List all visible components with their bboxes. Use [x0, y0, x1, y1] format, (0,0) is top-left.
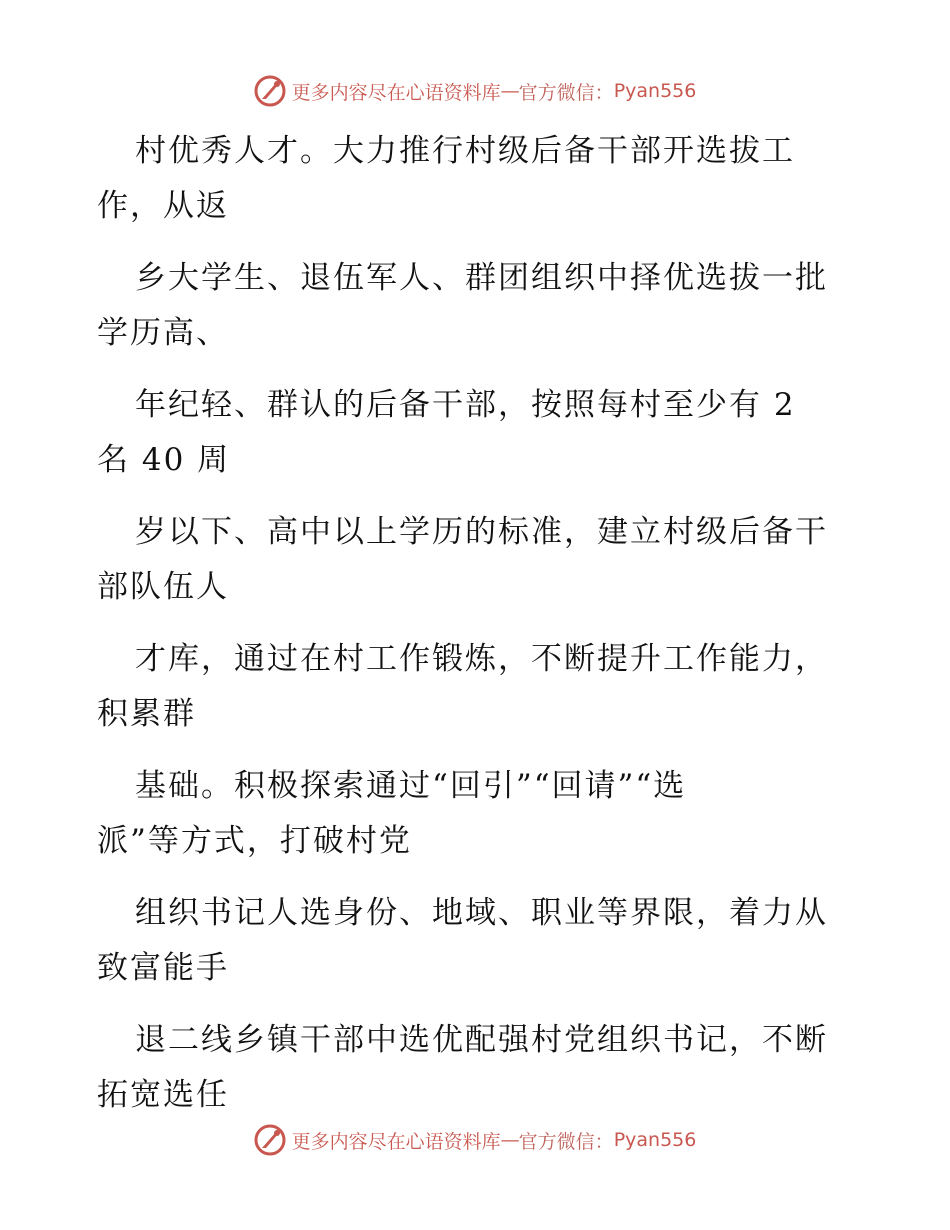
watermark-brand: 更多内容尽在心语资料库: [291, 1130, 501, 1153]
paragraph-first-line: 岁以下、高中以上学历的标准，建立村级后备干: [135, 514, 828, 550]
watermark-separator: —: [500, 1129, 519, 1151]
watermark-wechat-label: 官方微信：: [518, 1130, 614, 1153]
paragraph-first-line: 才库，通过在村工作锻炼，不断提升工作能力，: [135, 641, 828, 677]
paragraph: [97, 1013, 857, 1123]
paragraph: [97, 124, 857, 234]
paragraph-continuation: 作，从返: [97, 188, 229, 224]
paragraph-first-line: 年纪轻、群认的后备干部，按照每村至少有 2: [135, 387, 796, 423]
paragraph-continuation: 派”等方式，打破村党: [97, 823, 412, 859]
header-watermark: [0, 71, 950, 111]
paragraph-first-line: 退二线乡镇干部中选优配强村党组织书记，不断: [135, 1022, 828, 1058]
paragraph: [97, 505, 857, 615]
paragraph: [97, 886, 857, 996]
paragraph-continuation: 积累群: [97, 696, 196, 732]
document-body: [97, 124, 857, 1123]
paragraph-first-line: 村优秀人才。大力推行村级后备干部开选拔工: [135, 133, 795, 169]
feather-pen-logo-icon: [254, 1124, 286, 1156]
paragraph-first-line: 乡大学生、退伍军人、群团组织中择优选拔一批: [135, 260, 828, 296]
paragraph-continuation: 学历高、: [97, 315, 229, 351]
paragraph-first-line: 基础。积极探索通过“回引”“回请”“选: [135, 768, 687, 804]
paragraph-continuation: 名 40 周: [97, 442, 231, 478]
paragraph-continuation: 拓宽选任: [97, 1077, 229, 1113]
paragraph: [97, 378, 857, 488]
feather-pen-logo-icon: [254, 75, 286, 107]
paragraph-continuation: 部队伍人: [97, 569, 229, 605]
footer-watermark: [0, 1120, 950, 1160]
watermark-brand: 更多内容尽在心语资料库: [291, 81, 501, 104]
paragraph: [97, 251, 857, 361]
paragraph-continuation: 致富能手: [97, 950, 229, 986]
paragraph-first-line: 组织书记人选身份、地域、职业等界限，着力从: [135, 895, 828, 931]
watermark-separator: —: [500, 80, 519, 102]
watermark-wechat-id: Pyan556: [613, 80, 697, 102]
paragraph: [97, 759, 857, 869]
watermark-wechat-id: Pyan556: [613, 1129, 697, 1151]
paragraph: [97, 632, 857, 742]
watermark-wechat-label: 官方微信：: [518, 81, 614, 104]
